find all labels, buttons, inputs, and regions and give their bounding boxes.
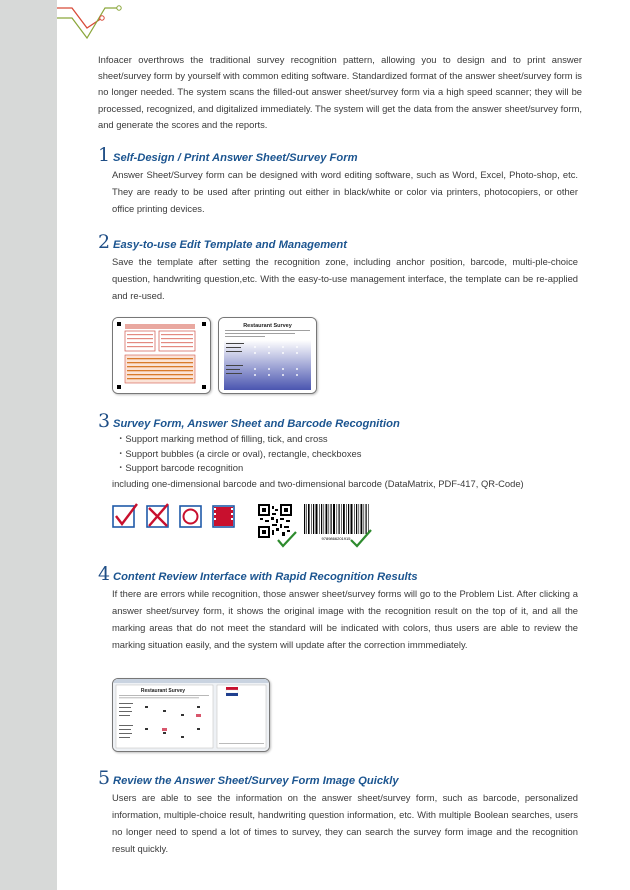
barcode-icon — [303, 504, 375, 548]
circle-mark-icon — [180, 506, 201, 527]
section-1 — [98, 144, 588, 217]
section-body: Users are able to see the information on the answer sheet/survey form, such as barcode, personalized information, multiple-choice result, handwriting question information, etc. With multiple Boolean searches, users no longer need to spend a lot of times to survey, they can search the survey form image and the recognition result quickly. — [112, 792, 578, 854]
survey-title: Restaurant Survey — [243, 323, 292, 329]
section-2 — [98, 231, 588, 304]
answer-sheet-template-image — [112, 317, 211, 394]
section-body: including one-dimensional barcode and two-dimensional barcode (DataMatrix, PDF-417, QR-Code) — [112, 477, 524, 489]
barcode-number: 9789866201915 — [321, 536, 351, 541]
section-number: 4 — [98, 563, 111, 585]
section-title: Easy-to-use Edit Template and Management — [113, 239, 347, 251]
section-number: 2 — [98, 231, 111, 253]
survey-title: Restaurant Survey — [140, 688, 186, 694]
review-interface-screenshot — [112, 678, 270, 752]
section-number: 3 — [98, 410, 111, 432]
section-body: If there are errors while recognition, those answer sheet/survey forms will go to the Problem List. After clicking a answer sheet/survey form, it shows the original image with the recognition result on the top of it, and all the marking areas that do not meet the standard will be indicated with colors, thus users are able to review the marking situation easily, and the system will update after the correction immmediately. — [112, 588, 578, 650]
cross-mark-icon — [147, 504, 168, 527]
section-body: Answer Sheet/Survey form can be designed with word editing software, such as Word, Excel, Photo-shop, etc. They are ready to be used after printing out either in black/white or color via printers, photocopiers, or other office printing devices. — [112, 169, 578, 214]
section-title: Self-Design / Print Answer Sheet/Survey Form — [113, 152, 358, 164]
bullet-item: ・Support marking method of filling, tick, and cross — [116, 433, 328, 444]
marking-methods-graphic — [110, 502, 240, 530]
decorative-line-graphic — [57, 0, 157, 45]
qr-code-icon — [258, 504, 298, 548]
section-title: Review the Answer Sheet/Survey Form Image Quickly — [113, 775, 399, 787]
bullet-item: ・Support barcode recognition — [116, 462, 244, 473]
restaurant-survey-form-image — [218, 317, 317, 394]
tick-mark-icon — [113, 504, 137, 527]
section-3 — [98, 410, 588, 492]
section-number: 5 — [98, 767, 111, 789]
section-title: Content Review Interface with Rapid Recognition Results — [113, 571, 418, 583]
section-body: Save the template after setting the recognition zone, including anchor position, barcode, multi-ple-choice question, handwriting question,etc. With the easy-to-use management interface, the template can be re-applied and re-used. — [112, 256, 578, 301]
side-strip — [0, 0, 57, 890]
filled-mark-icon — [213, 506, 234, 527]
bullet-item: ・Support bubbles (a circle or oval), rectangle, checkboxes — [116, 447, 362, 459]
section-5 — [98, 767, 588, 857]
section-4 — [98, 563, 588, 653]
section-number: 1 — [98, 144, 111, 166]
section-title: Survey Form, Answer Sheet and Barcode Recognition — [113, 418, 400, 430]
intro-paragraph: Infoacer overthrows the traditional survey recognition pattern, allowing you to design and to print answer sheet/survey form by yourself with common editing software. Standardized format of the answer sheet/survey form is no longer needed. The system scans the filled-out answer sheet/survey form via a high speed scanner; they will be processed, recognized, and digitalized immediately. The system will get the data from the answer sheet/survey form, and generate the scores and the reports. — [98, 54, 582, 130]
